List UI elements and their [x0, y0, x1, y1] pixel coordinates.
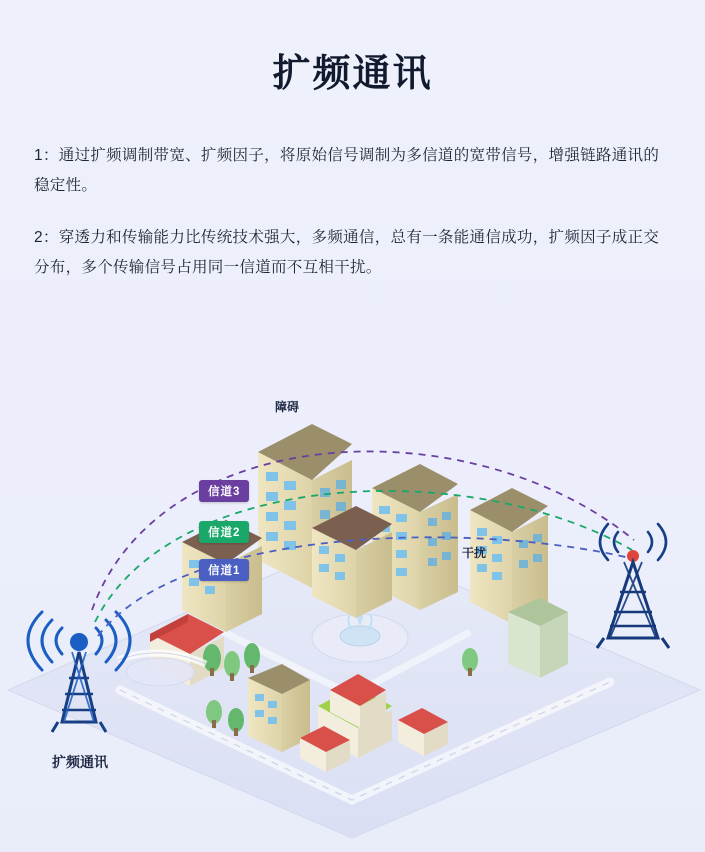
paragraph-1: 1：通过扩频调制带宽、扩频因子，将原始信号调制为多信道的宽带信号，增强链路通讯的稳定性。	[34, 147, 660, 194]
building-mid-center	[312, 506, 392, 618]
page-title: 扩频通讯	[272, 53, 433, 95]
label-barrier: 障碍	[275, 400, 300, 414]
antenna-dot	[70, 633, 88, 651]
label-interference: 干扰	[462, 546, 487, 560]
label-transmitter: 扩频通讯	[52, 754, 108, 770]
receiver-tower	[597, 524, 669, 648]
city-scene-svg	[0, 360, 705, 852]
spread-spectrum-illustration	[0, 360, 705, 852]
channel-badge-2: 信道2	[199, 521, 249, 543]
building-right-block	[508, 598, 568, 678]
paragraph-2: 2：穿透力和传输能力比传统技术强大，多频通信，总有一条能通信成功，扩频因子成正交分布，多个传输信号占用同一信道而不互相干扰。	[34, 229, 660, 276]
channel-badge-1: 信道1	[199, 559, 249, 581]
channel-badge-3: 信道3	[199, 480, 249, 502]
description-block	[0, 141, 705, 283]
